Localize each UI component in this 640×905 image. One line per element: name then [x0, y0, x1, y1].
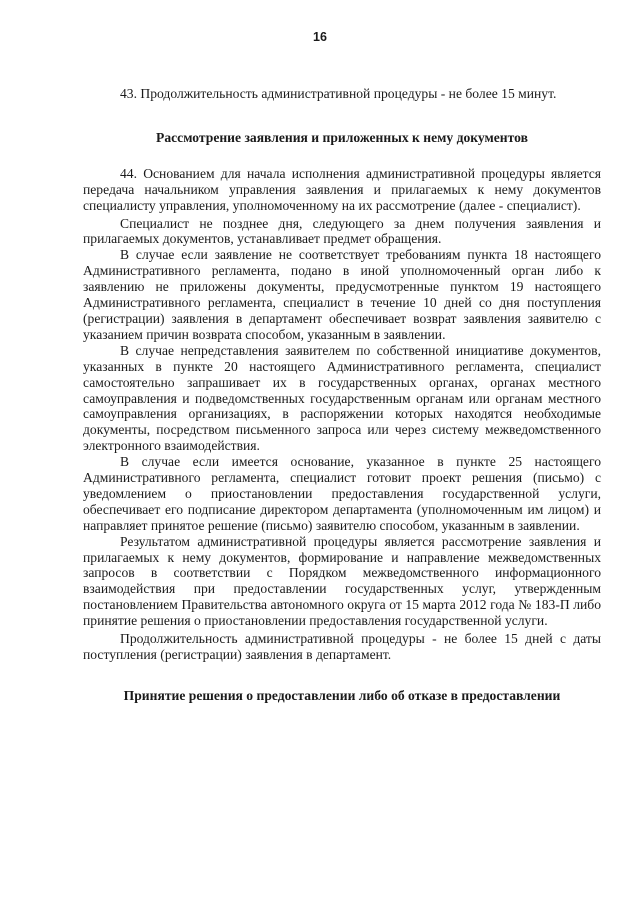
- paragraph-duration: Продолжительность административной процедуры - не более 15 дней с даты поступления (регистрации) заявления в департамент.: [83, 631, 601, 662]
- paragraph-subject: Специалист не позднее дня, следующего за днем получения заявления и прилагаемых документов, устанавливает предмет обращения.: [83, 215, 601, 247]
- paragraph-suspension: В случае если имеется основание, указанное в пункте 25 настоящего Административного регламента, специалист готовит проект решения (письмо) с уведомлением о приостановлении предоставления государственной услуги, обеспечивает его подписание директором департамента (уполномоченным им лицом) и направляет принятое решение (письмо) заявителю способом, указанным в заявлении.: [83, 454, 601, 533]
- page-number: 16: [313, 30, 327, 44]
- document-body: [83, 86, 601, 704]
- section-heading-decision: Принятие решения о предоставлении либо об отказе в предоставлении: [123, 687, 561, 703]
- paragraph-43: 43. Продолжительность административной процедуры - не более 15 минут.: [120, 86, 557, 101]
- section-heading-review: Рассмотрение заявления и приложенных к нему документов: [156, 129, 528, 145]
- paragraph-return: В случае если заявление не соответствует требованиям пункта 18 настоящего Административного регламента, подано в иной уполномоченный орган либо к заявлению не приложены документы, предусмотренные пунктом 19 настоящего Административного регламента, специалист в течение 10 дней со дня поступления (регистрации) заявления в департамент обеспечивает возврат заявления заявителю с указанием причин возврата способом, указанным в заявлении.: [83, 247, 601, 342]
- paragraph-44: 44. Основанием для начала исполнения административной процедуры является передача начальником управления заявления и прилагаемых к нему документов специалисту управления, уполномоченному на их рассмотрение (далее - специалист).: [83, 165, 601, 213]
- paragraph-requests: В случае непредставления заявителем по собственной инициативе документов, указанных в пункте 20 настоящего Административного регламента, специалист самостоятельно запрашивает их в государственных органах, органах местного самоуправления и подведомственных государственным органам или органам местного самоуправления организациях, в распоряжении которых находятся необходимые документы, посредством письменного запроса или через систему межведомственного электронного взаимодействия.: [83, 342, 601, 454]
- paragraph-result: Результатом административной процедуры является рассмотрение заявления и прилагаемых к нему документов, формирование и направление межведомственных запросов в соответствии с Порядком межведомственного информационного взаимодействия при предоставлении государственных услуг, утвержденным постановлением Правительства автономного округа от 15 марта 2012 года № 183-П либо принятие решения о приостановлении предоставления государственной услуги.: [83, 533, 601, 629]
